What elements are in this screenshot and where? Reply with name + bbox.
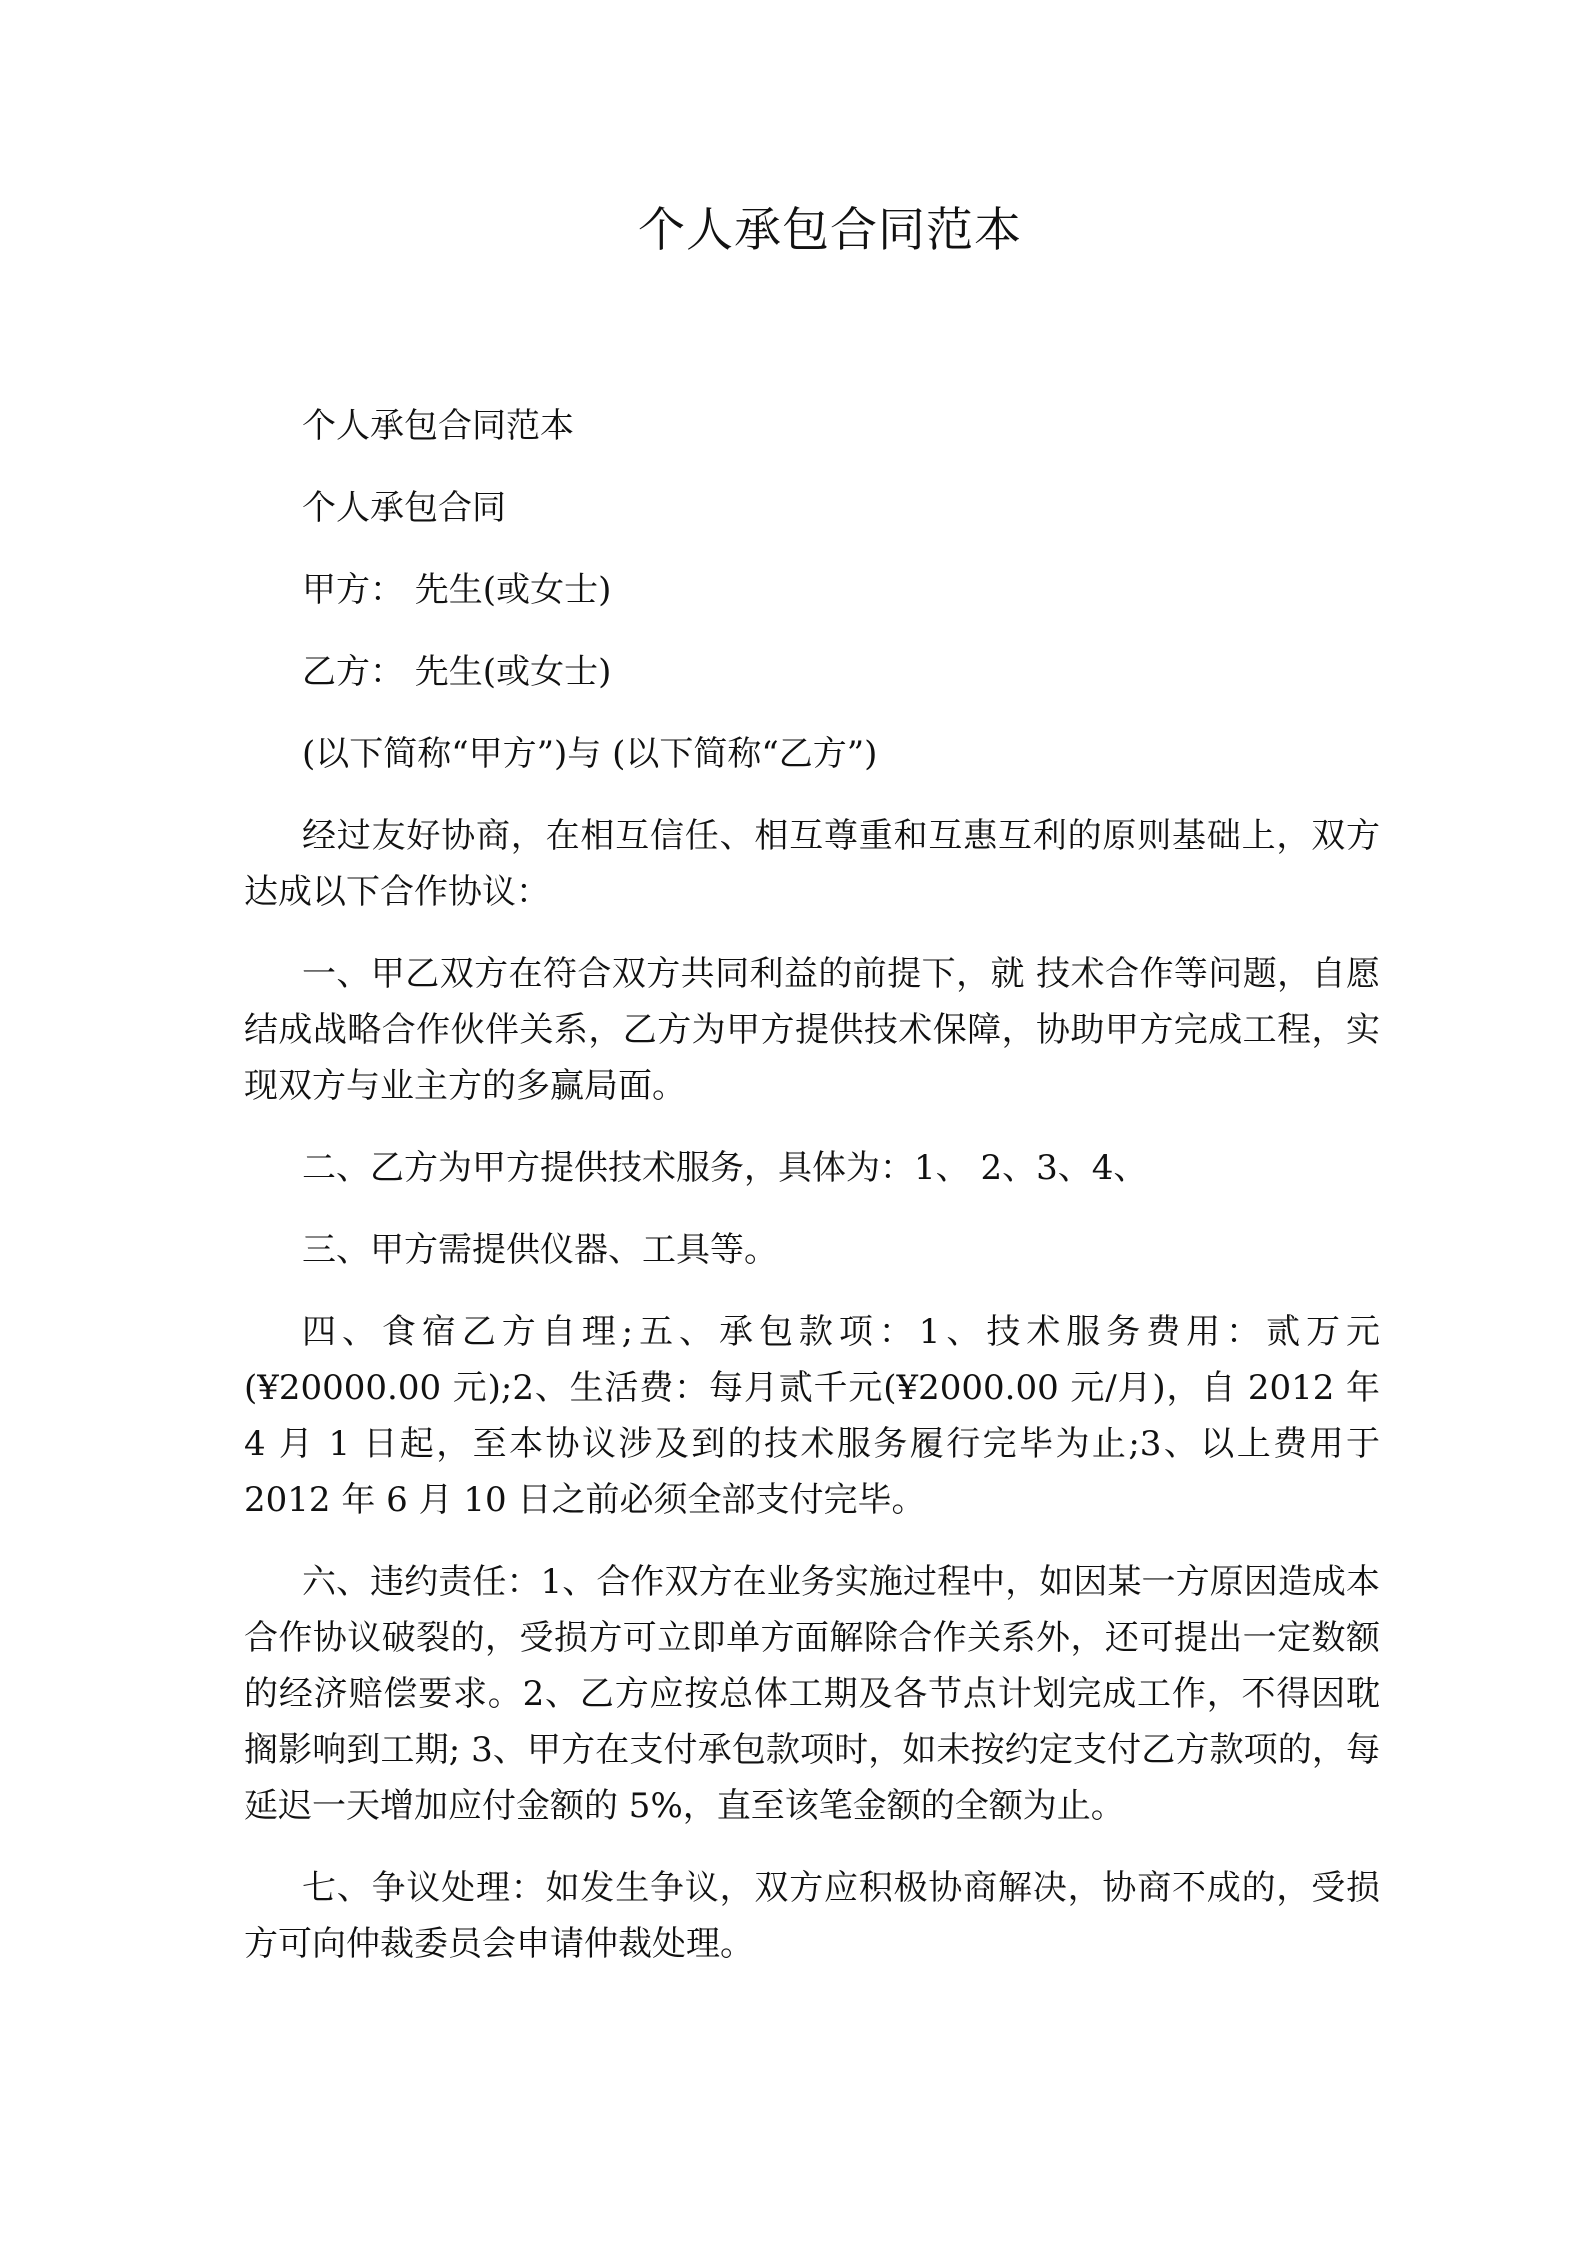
paragraph-clause-3: 三、甲方需提供仪器、工具等。 <box>302 1230 778 1270</box>
paragraph-clause-7: 七、争议处理：如发生争议，双方应积极协商解决，协商不成的，受损方可向仲裁委员会申请仲裁处理。 <box>244 1868 1380 1964</box>
paragraph-clause-2: 二、乙方为甲方提供技术服务，具体为：1、 2、3、4、 <box>302 1148 1148 1188</box>
paragraph-abbreviations: (以下简称“甲方”)与 (以下简称“乙方”) <box>302 734 878 774</box>
paragraph-clause-1: 一、甲乙双方在符合双方共同利益的前提下，就 技术合作等问题，自愿结成战略合作伙伴关系，乙方为甲方提供技术保障，协助甲方完成工程，实现双方与业主方的多赢局面。 <box>244 954 1380 1106</box>
paragraph-party-b: 乙方： 先生(或女士) <box>302 652 612 692</box>
paragraph-contract-name: 个人承包合同 <box>302 488 506 528</box>
paragraph-party-a: 甲方： 先生(或女士) <box>302 570 612 610</box>
paragraph-heading-repeat: 个人承包合同范本 <box>302 406 574 446</box>
document-title: 个人承包合同范本 <box>638 203 1022 258</box>
paragraph-clause-6: 六、违约责任：1、合作双方在业务实施过程中，如因某一方原因造成本合作协议破裂的，受损方可立即单方面解除合作关系外，还可提出一定数额的经济赔偿要求。2、乙方应按总体工期及各节点计划完成工作，不得因耽搁影响到工期; 3、甲方在支付承包款项时，如未按约定支付乙方款项的，每延迟一天增加应付金额的 5%，直至该笔金额的全额为止。 <box>244 1562 1380 1826</box>
paragraph-preamble: 经过友好协商，在相互信任、相互尊重和互惠互利的原则基础上，双方达成以下合作协议： <box>244 816 1380 912</box>
document-body <box>244 398 1380 1998</box>
paragraph-clause-4-5: 四、食宿乙方自理;五、承包款项：1、技术服务费用：贰万元(¥20000.00 元);2、生活费：每月贰千元(¥2000.00 元/月)，自 2012 年 4 月 1 日起，至本协议涉及到的技术服务履行完毕为止;3、以上费用于 2012 年 6 月 10 日之前必须全部支付完毕。 <box>244 1312 1380 1520</box>
